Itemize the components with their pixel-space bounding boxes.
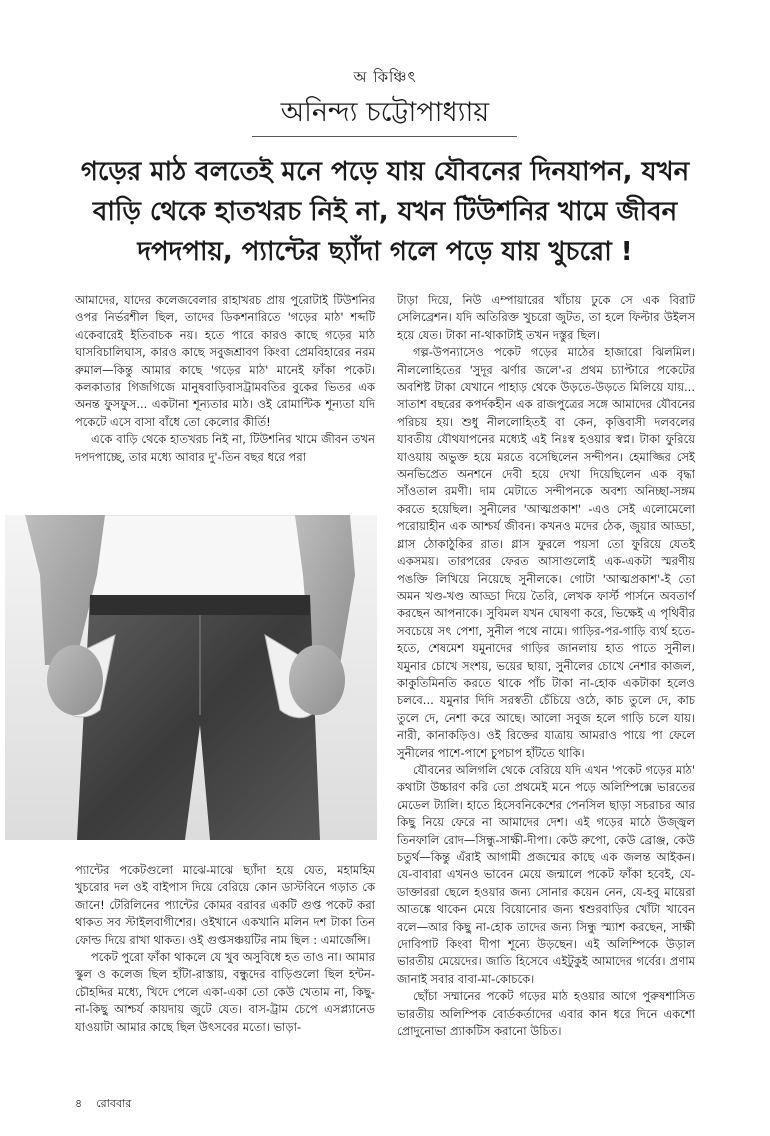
- magazine-name: রোববার: [96, 1097, 132, 1110]
- column-1-top: [75, 292, 375, 466]
- paragraph: পকেট পুরো ফাঁকা থাকলে যে খুব অসুবিধে হত তাও না। আমার স্কুল ও কলেজ ছিল হাঁটা-রাস্তায়, বন্ধুদের বাড়িগুলো ছিল হন্টন-চৌহদ্দির মধ্যে, খিদে পেলে একা-একা তো কেউ খেতাম না, কিছু-না-কিছু আশ্চর্য কায়দায় জুটে যেত। বাস-ট্রাম চেপে এসপ্ল্যানেড যাওয়াটা আমার কাছে ছিল উৎসবের মতো। ভাড়া-: [75, 950, 375, 1034]
- paragraph: গল্প-উপন্যাসেও পকেট গড়ের মাঠের হাজারো ঝিলমিল। নীললোহিতের 'সুদূর ঝর্ণার জলে'-র প্রথম চ্যাপ্টারে পকেটের অবশিষ্ট টাকা যেখানে পাহাড় থেকে উড়তে-উড়তে মিলিয়ে যায়... সাতাশ বছরের কপর্দকহীন এক রাজপুত্রের সঙ্গে আমাদের যৌবনের পরিচয় হয়। শুধু নীললোহিতই বা কেন, কৃত্তিবাসী দলবলের যাবতীয় যৌথযাপনের মধ্যেই এই নিঃস্ব হওয়ার স্বপ্ন। টাকা ফুরিয়ে যাওয়ায় অভুক্ত হয়ে মরতে বসেছিলেন সন্দীপন। হেমাজ্জির সেই অনভিপ্রেত অনশনে দেবী হয়ে দেখা দিয়েছিলেন এক বৃদ্ধা সাঁওতাল রমণী। দাম মেটাতে সন্দীপনকে অবশ্য অনিচ্ছা-সঙ্গম করতে হয়েছিল। সুনীলের 'আত্মপ্রকাশ' -এও সেই এলোমেলো পরোয়াহীন এক আশ্চর্য জীবন। কখনও মদের ঠেক, জুয়ার আড্ডা, গ্লাস ঠোকাঠুকির রাত। গ্লাস ফুরলে পয়সা তো ফুরিয়ে যেতই একসময়। তারপরের ফেরত আসাগুলোই এক-একটা স্মরণীয় পঙক্তি লিখিয়ে নিয়েছে সুনীলকে। গোটা 'আত্মপ্রকাশ'-ই তো অমন খণ্ড-খণ্ড আড্ডা দিয়ে তৈরি, লেখক ফার্স্ট পার্সনে অবতার্ণ করছেন আপনাকে। সুবিমল যখন ঘোষণা করে, ভিক্ষেই এ পৃথিবীর সবচেয়ে সৎ পেশা, সুনীল পথে নামে। গাড়ির-পর-গাড়ি ব্যর্থ হতে-হতে, শেষমেশ যমুনাদের গাড়ির জানলায় হাত পাতে সুনীল। যমুনার চোখে সংশয়, ভয়ের ছায়া, সুনীলের চোখে নেশার কাজল, কাকুতিমিনতি করতে থাকে পাঁচ টাকা না-হোক একটাকা হলেও চলবে... যমুনার দিদি সরস্বতী চেঁচিয়ে ওঠে, কাচ তুলে দে, কাচ তুলে দে, নেশা করে আছে। আলো সবুজ হলে গাড়ি চলে যায়। নারী, কানাকড়িও। ওই রিক্তের যাত্রায় আমরাও পায়ে পা ফেলে সুনীলের পাশে-পাশে চুপচাপ হাঁটতে থাকি।: [397, 345, 695, 760]
- paragraph: টাড়া দিয়ে, নিউ এম্পায়ারের খাঁচায় ঢুকে সে এক বিরাট সেলিব্রেশন। যদি অতিরিক্ত খুচরো জুটত, তা হলে ফিল্টার উইলস হয়ে যেত। টাকা না-থাকাটাই তখন দস্তুর ছিল।: [397, 293, 695, 342]
- divider: [252, 136, 517, 137]
- section-title: অ কিঞ্চিৎ: [353, 68, 417, 86]
- paragraph: একে বাড়ি থেকে হাতখরচ নিই না, টিউশনির খামে জীবন তখন দপদপাচ্ছে, তার মধ্যে আবার দু'-তিন বছর ধরে পরা: [75, 432, 375, 464]
- paragraph: ছোঁচা সম্মানের পকেট গড়ের মাঠ হওয়ার আগে পুরুষশাসিত ভারতীয় অলিম্পিক বোর্ডকর্তাদের এবার কান ধরে দিনে একশো প্রোদুনোভা প্র্যাকটিস করানো উচিত।: [397, 989, 695, 1039]
- column-2: [397, 292, 695, 1040]
- headline: গড়ের মাঠ বলতেই মনে পড়ে যায় যৌবনের দিনযাপন, যখন বাড়ি থেকে হাতখরচ নিই না, যখন টিউশনির খামে জীবন দপদপায়, প্যান্টের ছ্যাঁদা গলে পড়ে যায় খুচরো !: [80, 157, 690, 267]
- paragraph: আমাদের, যাদের কলেজবেলার রাহাখরচ প্রায় পুরোটাই টিউশনির ওপর নির্ভরশীল ছিল, তাদের ডিকশনারিতে 'গড়ের মাঠ' শব্দটি একেবারেই ইতিবাচক নয়। হতে পারে কারও কাছে গড়ের মাঠ ঘাসবিচালিঘাস, কারও কাছে সবুজশ্রাবণ কিংবা প্রেমবিহারের নরম রুমাল—কিন্তু আমার কাছে 'গড়ের মাঠ' মানেই ফাঁকা পকেট। কলকাতার গিজগিজে মানুষবাড়িবাসট্রামবতির বুকের ভিতর এক অনন্ত ফুসফুস... একটানা শূন্যতার মাঠ। ওই রোমান্টিক শূন্যতা যদি পকেটে এসে বাসা বাঁধে তো কেলোর কীর্তি!: [75, 293, 375, 429]
- empty-pockets-photo: [5, 515, 377, 840]
- author-name: অনিন্দ্য চট্টোপাধ্যায়: [280, 97, 490, 128]
- column-1-bottom: [75, 862, 375, 1036]
- paragraph: যৌবনের অলিগলি থেকে বেরিয়ে যদি এখন 'পকেট গড়ের মাঠ' কথাটা উচ্চারণ করি তো প্রথমেই মনে পড়ে অলিম্পিক্সে ভারতের মেডেল ট্যালি। হাতে হিসেবনিকেশের পেনসিল ছাড়া সচরাচর আর কিছু নিয়ে ফেরে না আমাদের দেশ। এই গড়ের মাঠে উজ্জ্বল তিনফালি রোদ—সিন্ধু-সাক্ষী-দীপা। কেউ রুপো, কেউ ব্রোঞ্জ, কেউ চতুর্থ—কিন্তু এঁরাই আগামী প্রজন্মের কাছে এক জলন্ত আইকন। যে-বাবারা এখনও ভাবেন মেয়ে জন্মালে পকেট ফাঁকা হবেই, যে-ডাক্তাররা ছেলে হওয়ার জন্য সোনার কয়েন নেন, যে-হবু মায়েরা আতঙ্কে থাকেন মেয়ে বিয়োনোর জন্য শ্বশুরবাড়ির খোঁটা খাবেন বলে—আর কিছু না-হোক তাদের জন্য সিন্ধু স্ম্যাশ করছেন, সাক্ষী দোবিপাট কিংবা দীপা শূন্যে উড়ছেন। এই অলিম্পিকে উড়াল ভারতীয় মেয়েদের। জাতি হিসেবে এইটুকুই আমাদের গর্বের। প্রণাম জানাই সবার বাবা-মা-কোচকে।: [397, 762, 695, 986]
- paragraph: প্যান্টের পকেটগুলো মাঝে-মাঝে ছ্যাঁদা হয়ে যেত, মহামহিম খুচরোর দল ওই বাইপাস দিয়ে বেরিয়ে কোন ডাস্টবিনে গড়াত কে জানে! টেরিলিনের প্যান্টের কোমর বরাবর একটি গুপ্ত পকেট করা থাকত সব স্টাইলবাগীশের। ওইখানে একখানি মলিন দশ টাকা তিন ফোল্ড দিয়ে রাখা থাকত। ওই গুপ্তসঞ্চয়টির নাম ছিল : এমার্জেন্সি।: [75, 863, 375, 947]
- page-footer: [75, 1095, 131, 1114]
- photo-illustration: [5, 515, 377, 840]
- page-number: ৪: [75, 1097, 83, 1110]
